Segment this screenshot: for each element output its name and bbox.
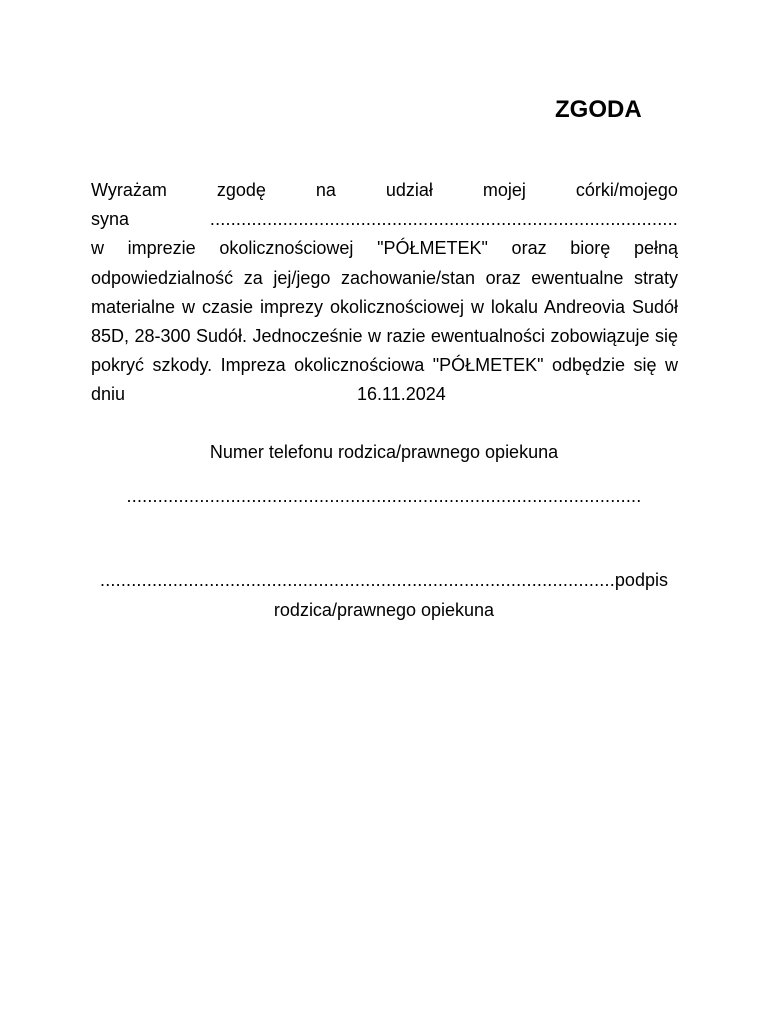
signature-suffix: podpis — [614, 570, 668, 590]
word: córki/mojego — [575, 180, 678, 200]
event-date: 16.11.2024 — [357, 384, 446, 405]
date-label: dniu — [91, 384, 126, 405]
word: na — [315, 180, 336, 200]
consent-paragraph — [91, 176, 678, 410]
paragraph-line-2 — [91, 205, 678, 234]
paragraph-line-1 — [91, 176, 678, 205]
child-name-blank: .......................................................................................... — [209, 209, 678, 230]
word: zgodę — [216, 180, 266, 200]
paragraph-line-4: odpowiedzialność za jej/jego zachowanie/stan oraz ewentualne straty — [91, 267, 678, 288]
word: Wyrażam — [91, 180, 167, 200]
signature-line — [0, 570, 768, 591]
signature-label: rodzica/prawnego opiekuna — [273, 600, 495, 620]
paragraph-line-6: 85D, 28-300 Sudół. Jednocześnie w razie ewentualności zobowiązuje się — [91, 325, 678, 346]
signature-blank: ................................................................................................... — [100, 570, 615, 590]
child-label: syna — [91, 209, 130, 230]
phone-label: Numer telefonu rodzica/prawnego opiekuna — [209, 442, 559, 462]
paragraph-line-8 — [91, 380, 678, 409]
paragraph-line-5: materialne w czasie imprezy okolicznościowej w lokalu Andreovia Sudół — [91, 296, 678, 317]
paragraph-line-7: pokryć szkody. Impreza okolicznościowa "PÓŁMETEK" odbędzie się w — [91, 355, 678, 376]
paragraph-line-3: w imprezie okolicznościowej "PÓŁMETEK" oraz biorę pełną — [91, 238, 678, 259]
word: udział — [385, 180, 433, 200]
document-title: ZGODA — [555, 96, 642, 123]
phone-blank: ................................................................................................... — [126, 486, 642, 506]
word: mojej — [482, 180, 526, 200]
